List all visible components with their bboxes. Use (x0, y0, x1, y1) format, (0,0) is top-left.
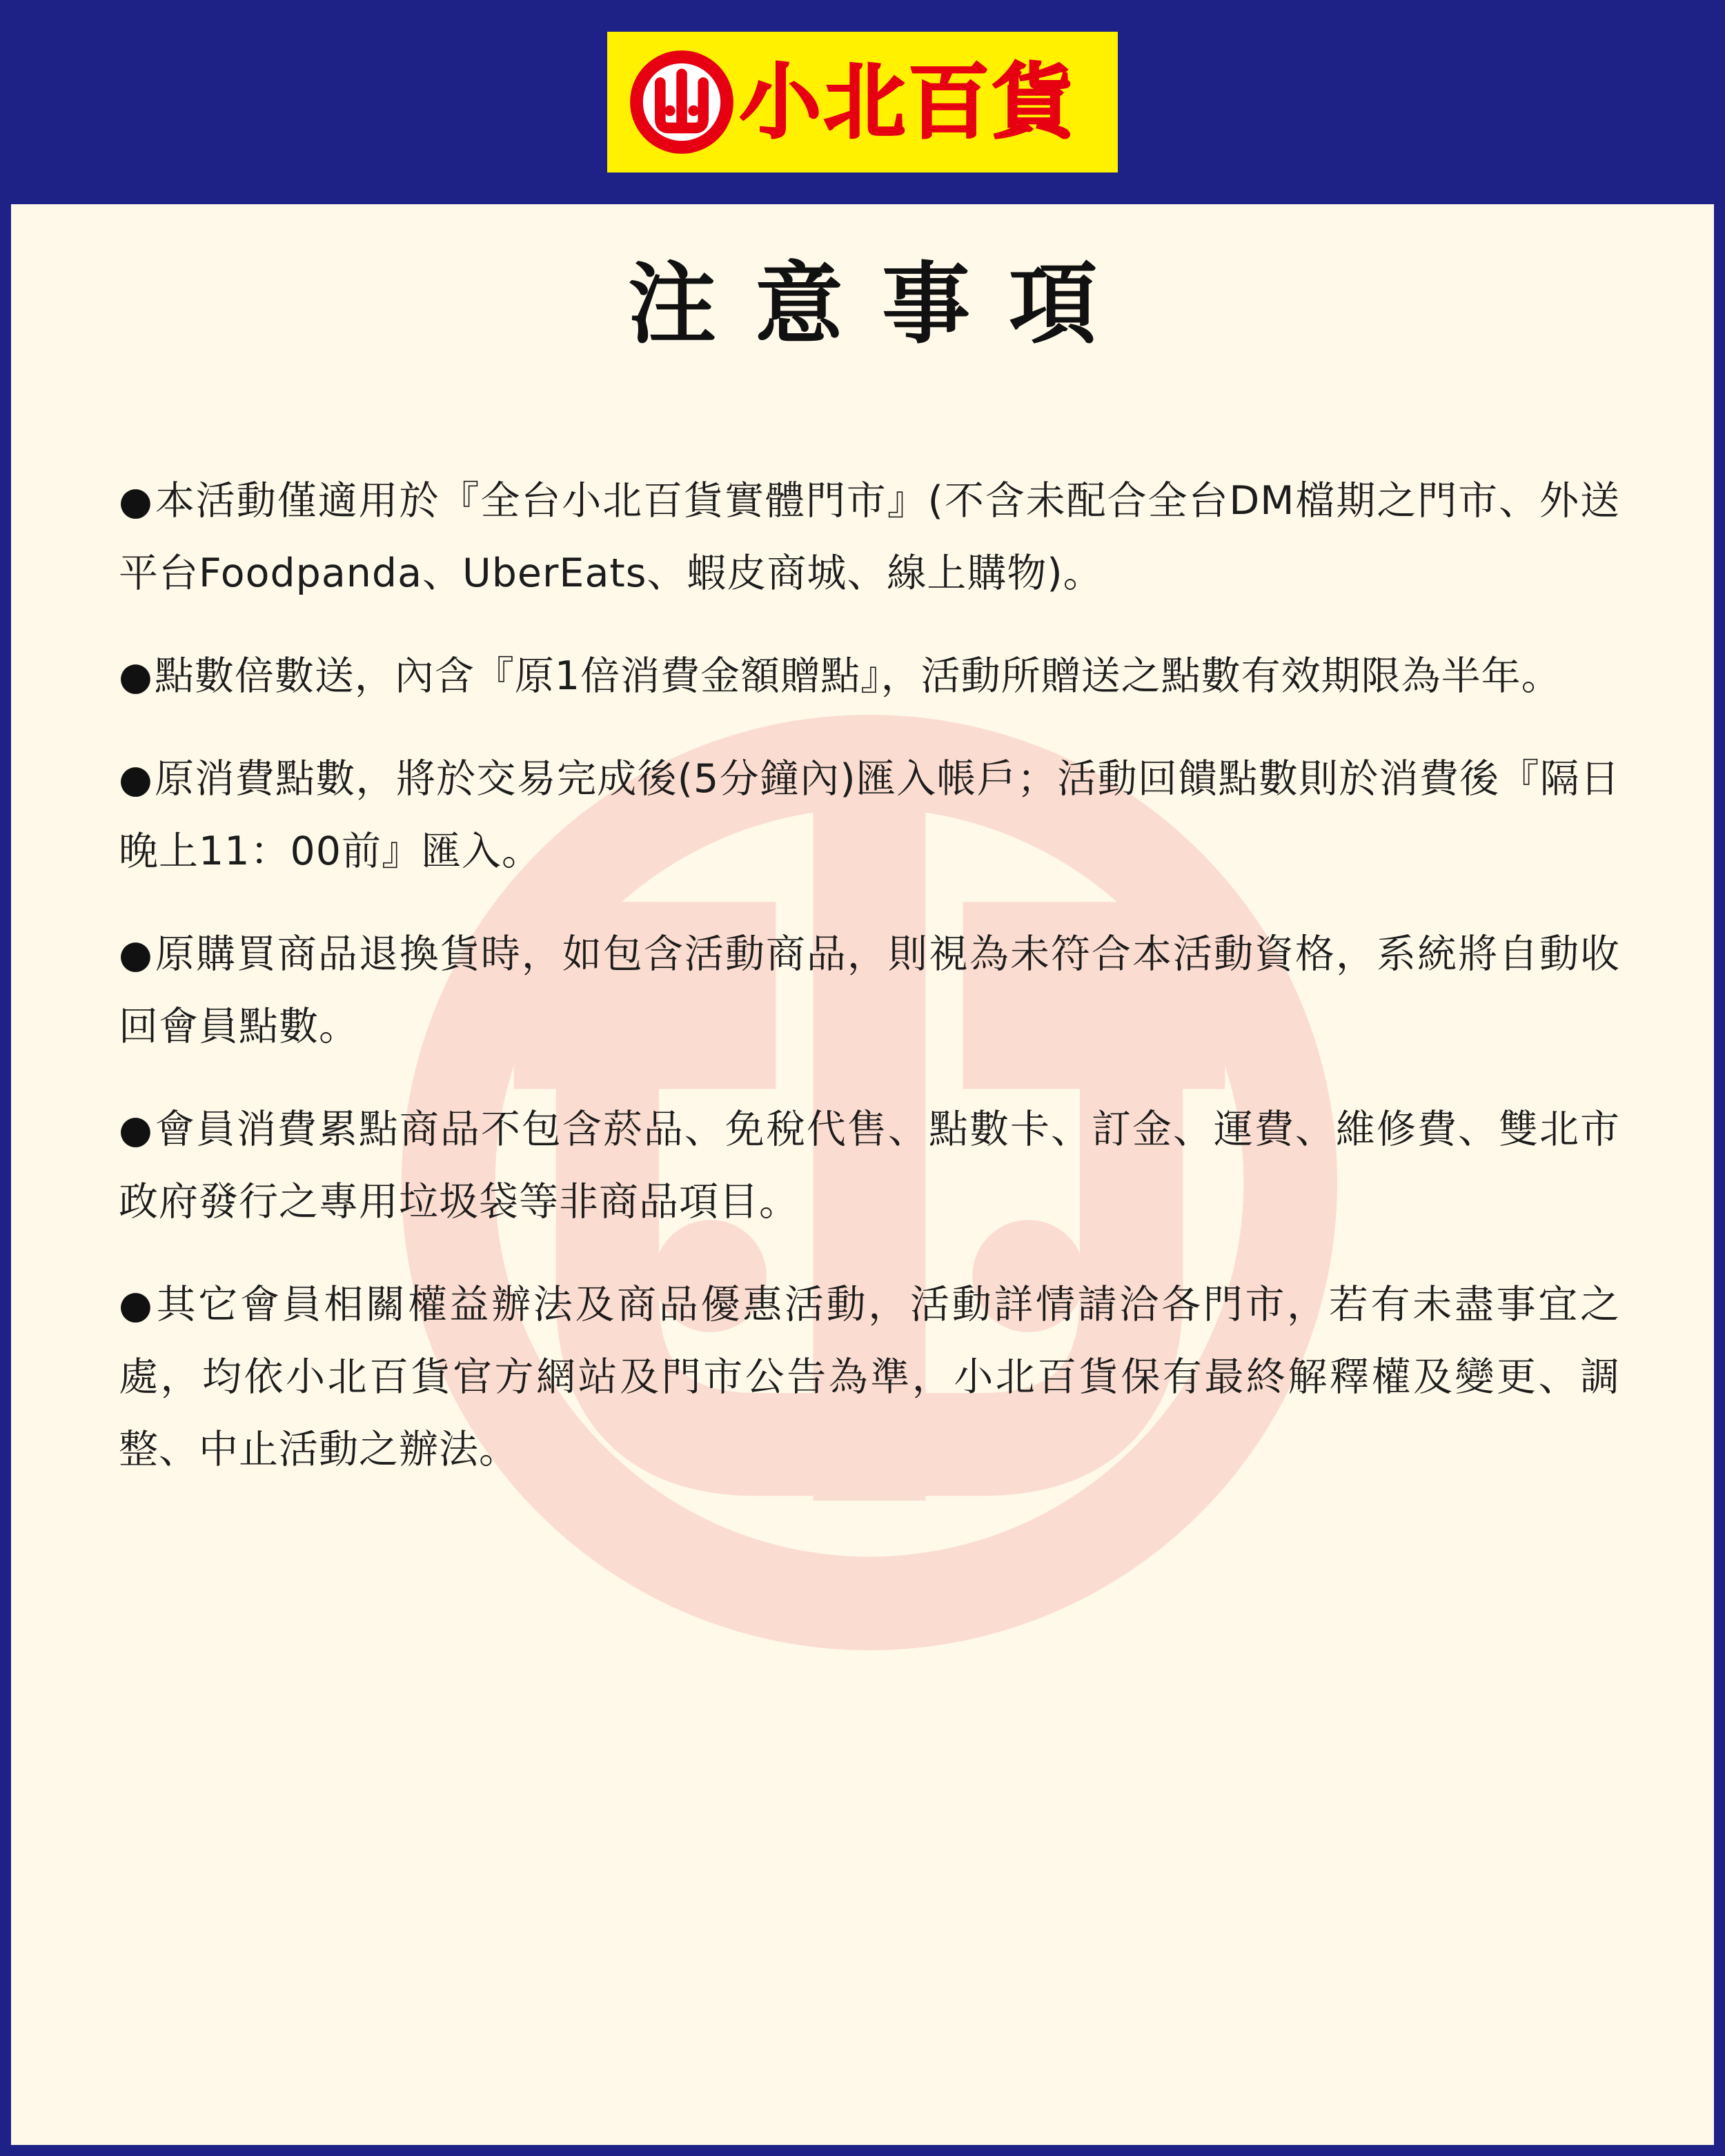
notice-text: 原購買商品退換貨時，如包含活動商品，則視為未符合本活動資格，系統將自動收回會員點數。 (119, 931, 1620, 1049)
bullet-icon: ● (119, 1283, 155, 1327)
notice-text: 其它會員相關權益辦法及商品優惠活動，活動詳情請洽各門市，若有未盡事宜之處，均依小北百貨官方網站及門市公告為準，小北百貨保有最終解釋權及變更、調整、中止活動之辦法。 (119, 1282, 1620, 1472)
list-item (119, 465, 1620, 610)
header-bar (0, 0, 1725, 204)
notice-text: 本活動僅適用於『全台小北百貨實體門市』(不含未配合全台DM檔期之門市、外送平台Foodpanda、UberEats、蝦皮商城、線上購物)。 (119, 478, 1620, 596)
bullet-icon: ● (119, 1107, 154, 1152)
bullet-icon: ● (119, 757, 154, 802)
list-item (119, 743, 1620, 888)
brand-name: 小北百貨 (740, 55, 1077, 150)
bullet-icon: ● (119, 479, 154, 524)
notice-text: 原消費點數，將於交易完成後(5分鐘內)匯入帳戶；活動回饋點數則於消費後『隔日晚上11：00前』匯入。 (119, 756, 1620, 874)
notice-text: 點數倍數送，內含『原1倍消費金額贈點』，活動所贈送之點數有效期限為半年。 (154, 653, 1561, 699)
brand-logo-icon (628, 48, 736, 156)
list-item (119, 640, 1620, 713)
list-item (119, 918, 1620, 1063)
brand-logo (607, 32, 1118, 172)
bullet-icon: ● (119, 654, 153, 699)
bullet-icon: ● (119, 932, 154, 977)
notice-list (119, 465, 1620, 1516)
notice-text: 會員消費累點商品不包含菸品、免稅代售、點數卡、訂金、運費、維修費、雙北市政府發行之專用垃圾袋等非商品項目。 (119, 1107, 1620, 1225)
notice-panel (11, 204, 1714, 2145)
list-item (119, 1269, 1620, 1486)
page-title: 注意事項 (627, 253, 1136, 356)
list-item (119, 1094, 1620, 1238)
